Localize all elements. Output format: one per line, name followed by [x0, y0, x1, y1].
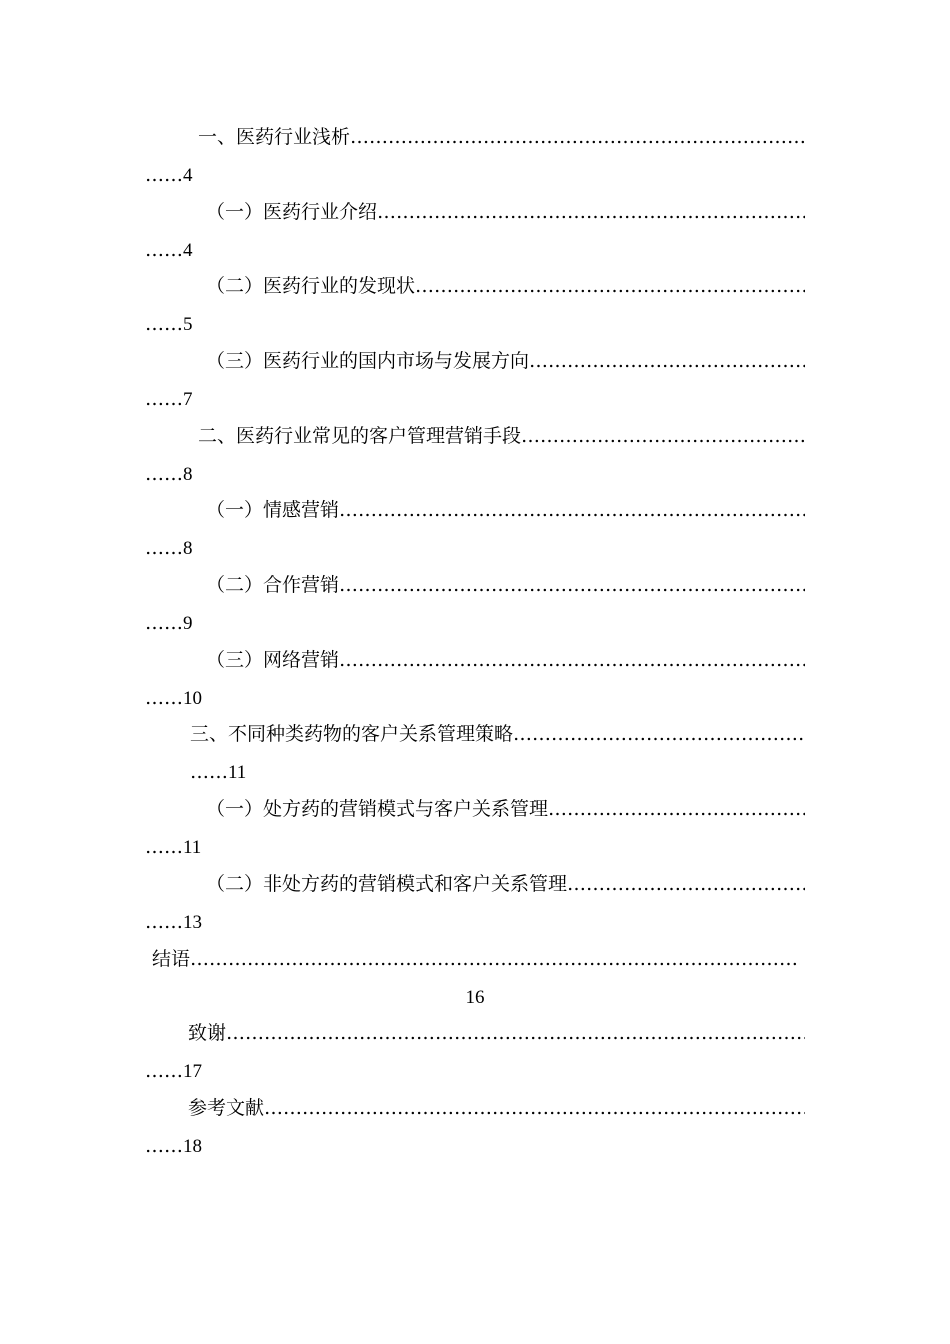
toc-entry-page: 8 — [183, 538, 193, 559]
toc-entry-page-line — [145, 237, 193, 264]
toc-leader-dots: …… — [145, 1060, 183, 1082]
toc-entry[interactable] — [0, 423, 805, 449]
toc-entry-title: 参考文献 — [188, 1097, 265, 1119]
toc-leader-dots — [226, 1020, 805, 1046]
toc-entry[interactable] — [0, 497, 805, 523]
toc-leader-dots — [339, 572, 805, 598]
toc-leader-dots: …… — [145, 164, 183, 186]
toc-leader-dots — [513, 721, 805, 747]
toc-leader-dots: …… — [145, 687, 183, 709]
toc-leader-dots: …… — [145, 911, 183, 933]
toc-entry-page: 16 — [465, 987, 485, 1008]
toc-entry[interactable] — [0, 647, 805, 673]
toc-entry-page-line — [145, 1133, 202, 1160]
toc-leader-dots — [521, 423, 805, 449]
toc-entry-page: 17 — [183, 1061, 202, 1082]
toc-entry-page-line — [145, 311, 193, 338]
toc-leader-dots — [415, 273, 805, 299]
toc-entry-page: 11 — [183, 837, 202, 858]
toc-leader-dots — [377, 199, 805, 225]
toc-leader-dots: …… — [145, 836, 183, 858]
toc-entry[interactable] — [0, 348, 805, 374]
toc-entry-title: （三）医药行业的国内市场与发展方向 — [206, 350, 530, 372]
toc-leader-dots: …… — [145, 537, 183, 559]
toc-entry-page-line — [190, 759, 246, 786]
toc-entry[interactable] — [0, 946, 800, 972]
toc-entry-page: 4 — [183, 165, 193, 186]
toc-entry-page: 9 — [183, 613, 193, 634]
toc-entry-title: 三、不同种类药物的客户关系管理策略 — [190, 723, 514, 745]
toc-entry[interactable] — [0, 871, 805, 897]
toc-entry-title: （一）情感营销 — [206, 499, 340, 521]
toc-entry[interactable] — [0, 572, 805, 598]
toc-entry-title: （二）非处方药的营销模式和客户关系管理 — [206, 873, 568, 895]
toc-leader-dots: …… — [145, 388, 183, 410]
toc-entry-page: 10 — [183, 688, 202, 709]
toc-entry-title: 一、医药行业浅析 — [198, 126, 351, 148]
toc-leader-dots — [529, 348, 805, 374]
toc-leader-dots — [548, 796, 805, 822]
toc-entry-page-line — [145, 909, 202, 936]
toc-entry-page-line — [0, 984, 950, 1011]
toc-entry-page: 4 — [183, 240, 193, 261]
toc-entry-page-line — [145, 1058, 202, 1085]
toc-entry-title: （三）网络营销 — [206, 649, 340, 671]
toc-entry[interactable] — [0, 796, 805, 822]
toc-entry-title: （二）医药行业的发现状 — [206, 275, 416, 297]
toc-entry[interactable] — [0, 721, 805, 747]
toc-leader-dots: …… — [190, 761, 228, 783]
toc-leader-dots — [339, 647, 805, 673]
toc-entry[interactable] — [0, 199, 805, 225]
toc-entry-page: 7 — [183, 389, 193, 410]
toc-entry-page-line — [145, 386, 193, 413]
toc-leader-dots: …… — [145, 612, 183, 634]
toc-entry-page: 18 — [183, 1136, 202, 1157]
toc-leader-dots: …… — [145, 1135, 183, 1157]
toc-entry-title: （二）合作营销 — [206, 574, 340, 596]
toc-entry[interactable] — [0, 124, 805, 150]
toc-leader-dots — [339, 497, 805, 523]
toc-entry-page-line — [145, 685, 202, 712]
toc-entry-page-line — [145, 834, 201, 861]
toc-leader-dots: …… — [145, 239, 183, 261]
toc-entry[interactable] — [0, 1095, 805, 1121]
toc-entry-title: 二、医药行业常见的客户管理营销手段 — [198, 425, 522, 447]
toc-entry[interactable] — [0, 273, 805, 299]
toc-entry-page: 13 — [183, 912, 202, 933]
toc-entry-title: （一）医药行业介绍 — [206, 201, 378, 223]
toc-leader-dots: …… — [145, 463, 183, 485]
toc-entry-title: 结语 — [152, 948, 191, 970]
toc-entry-page: 11 — [228, 762, 247, 783]
toc-entry-page: 8 — [183, 464, 193, 485]
toc-entry-page: 5 — [183, 314, 193, 335]
toc-leader-dots — [567, 871, 805, 897]
toc-entry-title: （一）处方药的营销模式与客户关系管理 — [206, 798, 549, 820]
toc-leader-dots — [264, 1095, 805, 1121]
toc-entry-page-line — [145, 162, 193, 189]
toc-entry[interactable] — [0, 1020, 805, 1046]
toc-entry-page-line — [145, 535, 193, 562]
toc-leader-dots: …… — [145, 313, 183, 335]
toc-entry-page-line — [145, 461, 193, 488]
toc-leader-dots — [350, 124, 805, 150]
toc-leader-dots — [190, 946, 800, 972]
toc-entry-page-line — [145, 610, 193, 637]
toc-entry-title: 致谢 — [188, 1022, 227, 1044]
